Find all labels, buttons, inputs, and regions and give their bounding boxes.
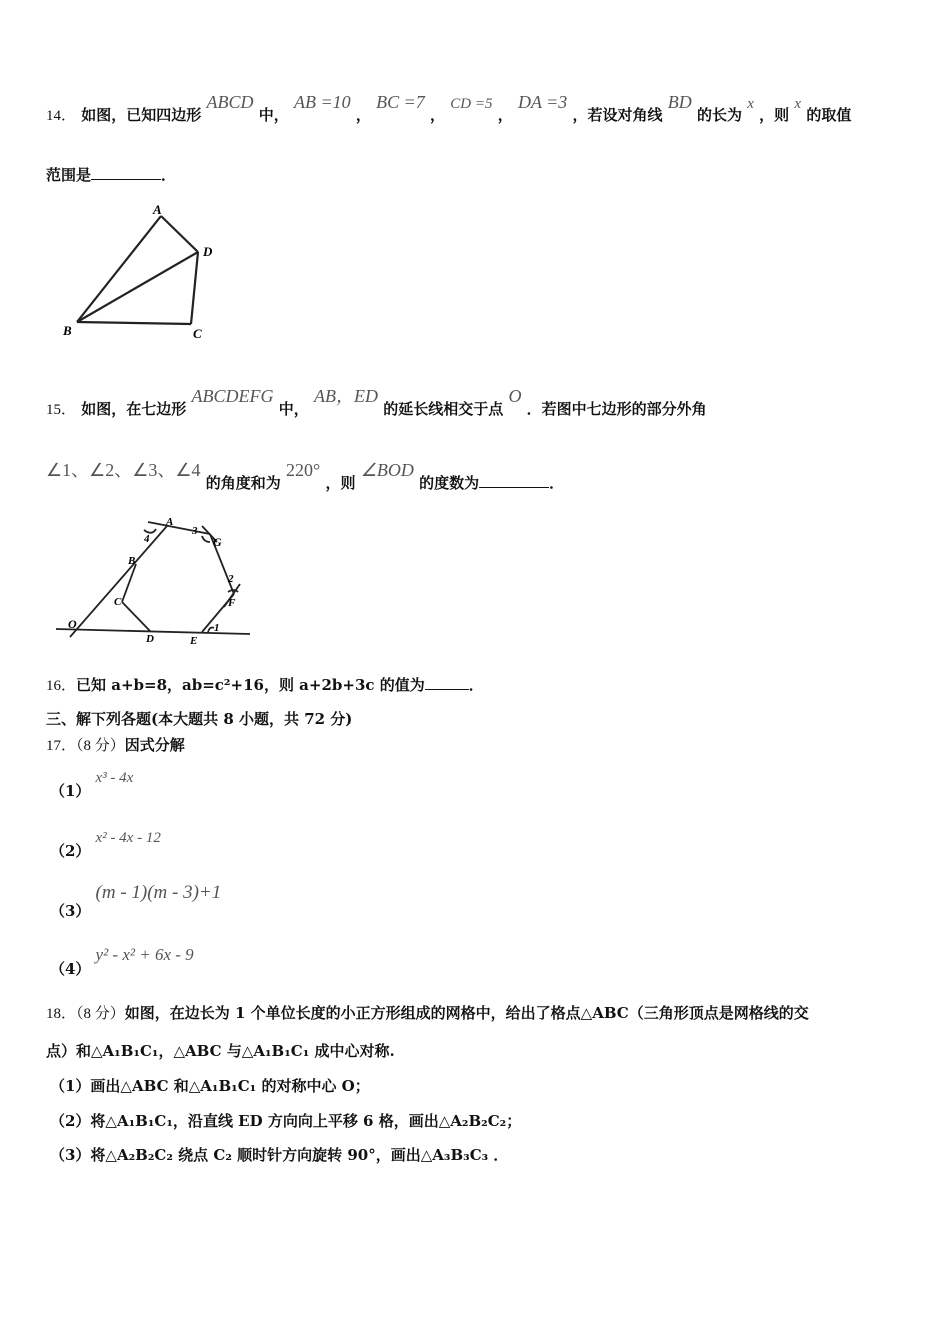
q18-line1: [46, 1002, 809, 1023]
q14-bd: BD: [667, 92, 692, 112]
q14-figure: [55, 200, 225, 345]
q14-da: DA =3: [517, 92, 568, 112]
q16-end: ．: [468, 676, 484, 694]
q16-number: 16．: [46, 678, 77, 694]
q17-item-1-expr: x³ - 4x: [95, 770, 134, 786]
q18-part-2: （2）将△A₁B₁C₁，沿直线 ED 方向向上平移 6 格，画出△A₂B₂C₂；: [50, 1112, 522, 1130]
q18-number: 18．: [46, 1006, 77, 1022]
q15-answer-blank: [479, 473, 549, 488]
q17-number: 17．: [46, 738, 77, 754]
q17-item-3-label: （3）: [50, 902, 91, 920]
q15-label-1: 1: [214, 622, 220, 634]
q15-lines: AB，ED: [313, 386, 378, 406]
q15-text3: 的延长线相交于点: [383, 400, 504, 418]
q15-label-a: A: [166, 516, 174, 528]
q17-item-4: [50, 944, 194, 978]
q14-number: 14．: [46, 108, 77, 124]
q15-edge-ag: [148, 522, 210, 534]
q15-figure: [52, 512, 257, 647]
q17-item-4-label: （4）: [50, 960, 91, 978]
q14-line2: [46, 164, 176, 185]
q15-text1: 如图，在七边形: [81, 400, 187, 418]
q15-text7: 的度数为: [419, 474, 480, 492]
q18-part-3: （3）将△A₂B₂C₂ 绕点 C₂ 顺时针方向旋转 90°，画出△A₃B₃C₃ ．: [50, 1146, 509, 1164]
q15-label-b: B: [128, 555, 136, 567]
q15-number: 15．: [46, 402, 77, 418]
q14-line1: [46, 92, 852, 125]
q15-line-ob: [70, 526, 167, 637]
q15-label-g: G: [213, 535, 222, 549]
q15-label-d: D: [146, 633, 154, 645]
q16-answer-blank: [425, 675, 469, 690]
q17-item-2: [50, 826, 161, 860]
q15-sum: 220°: [286, 460, 321, 480]
q17-heading: [46, 734, 185, 755]
q14-sep1: ，: [355, 106, 371, 124]
q14-end: ．: [161, 166, 177, 184]
q18-line1-text: 如图，在边长为 1 个单位长度的小正方形组成的网格中，给出了格点△ABC（三角形顶点是网格线的交: [124, 1004, 809, 1022]
q17-item-3-expr: (m - 1)(m - 3)+1: [95, 882, 222, 903]
q14-text5: ，则: [759, 106, 790, 124]
q14-label-a: A: [153, 202, 162, 217]
q14-label-c: C: [193, 326, 202, 341]
q15-label-3: 3: [192, 525, 198, 537]
q17-item-2-label: （2）: [50, 842, 91, 860]
q18-line2: 点）和△A₁B₁C₁，△ABC 与△A₁B₁C₁ 成中心对称.: [46, 1042, 395, 1060]
q17-item-3: [50, 882, 222, 920]
q18-score: （8 分）: [76, 1006, 125, 1022]
q15-o: O: [508, 386, 522, 406]
q15-bod: ∠BOD: [360, 460, 414, 480]
q17-item-4-expr: y² - x² + 6x - 9: [95, 945, 194, 964]
q14-label-d: D: [203, 244, 213, 259]
q17-item-1-label: （1）: [50, 782, 91, 800]
q15-line1: [46, 386, 707, 420]
q14-text1: 如图，已知四边形: [81, 106, 202, 124]
q15-text6: ，则: [325, 474, 356, 492]
q14-x2: x: [794, 96, 802, 112]
q15-text4: ．若图中七边形的部分外角: [526, 400, 707, 418]
q15-poly: ABCDEFG: [191, 386, 274, 406]
q15-label-o: O: [68, 617, 77, 631]
q17-item-1: [50, 766, 134, 800]
q14-cd: CD =5: [450, 96, 493, 112]
q14-answer-blank: [91, 165, 161, 180]
q16-line: [46, 674, 484, 695]
q15-edge-cd: [122, 602, 150, 631]
q15-label-e: E: [190, 635, 198, 647]
q14-edge-bc: [77, 322, 191, 324]
q15-text5: 的角度和为: [205, 474, 281, 492]
q15-line2: [46, 460, 565, 494]
q14-edge-bd: [77, 252, 198, 322]
q15-label-f: F: [228, 597, 236, 609]
q14-text4: 的长为: [697, 106, 743, 124]
q14-quad: ABCD: [206, 92, 254, 112]
q14-edge-ad: [161, 216, 198, 252]
q18-part-1: （1）画出△ABC 和△A₁B₁C₁ 的对称中心 O；: [50, 1077, 370, 1095]
q15-label-c: C: [114, 596, 122, 608]
q15-label-4: 4: [144, 533, 150, 545]
q17-item-2-expr: x² - 4x - 12: [95, 830, 161, 846]
q14-edge-ab: [77, 216, 161, 322]
q14-line2-text: 范围是: [46, 166, 92, 184]
q15-text2: 中，: [278, 400, 309, 418]
q15-angles: ∠1、∠2、∠3、∠4: [46, 460, 201, 480]
section3-heading: 三、解下列各题(本大题共 8 小题，共 72 分): [46, 710, 353, 728]
q14-ab: AB =10: [293, 92, 351, 112]
q14-sep2: ，: [430, 106, 446, 124]
q14-bc: BC =7: [376, 92, 425, 112]
q14-text6: 的取值: [806, 106, 852, 124]
q15-end: ．: [549, 474, 565, 492]
q15-angle3-arc: [202, 536, 210, 542]
q17-score: （8 分）: [76, 738, 125, 754]
q14-label-b: B: [63, 323, 72, 338]
q17-title: 因式分解: [124, 736, 185, 754]
q14-text2: 中，: [258, 106, 289, 124]
q14-edge-dc: [191, 252, 198, 324]
q14-sep3: ，: [497, 106, 513, 124]
q15-label-2: 2: [228, 573, 234, 585]
q14-text3: ，若设对角线: [572, 106, 663, 124]
q16-text: 已知 a+b=8，ab=c²+16，则 a+2b+3c 的值为: [76, 676, 425, 694]
q14-x1: x: [747, 96, 754, 112]
